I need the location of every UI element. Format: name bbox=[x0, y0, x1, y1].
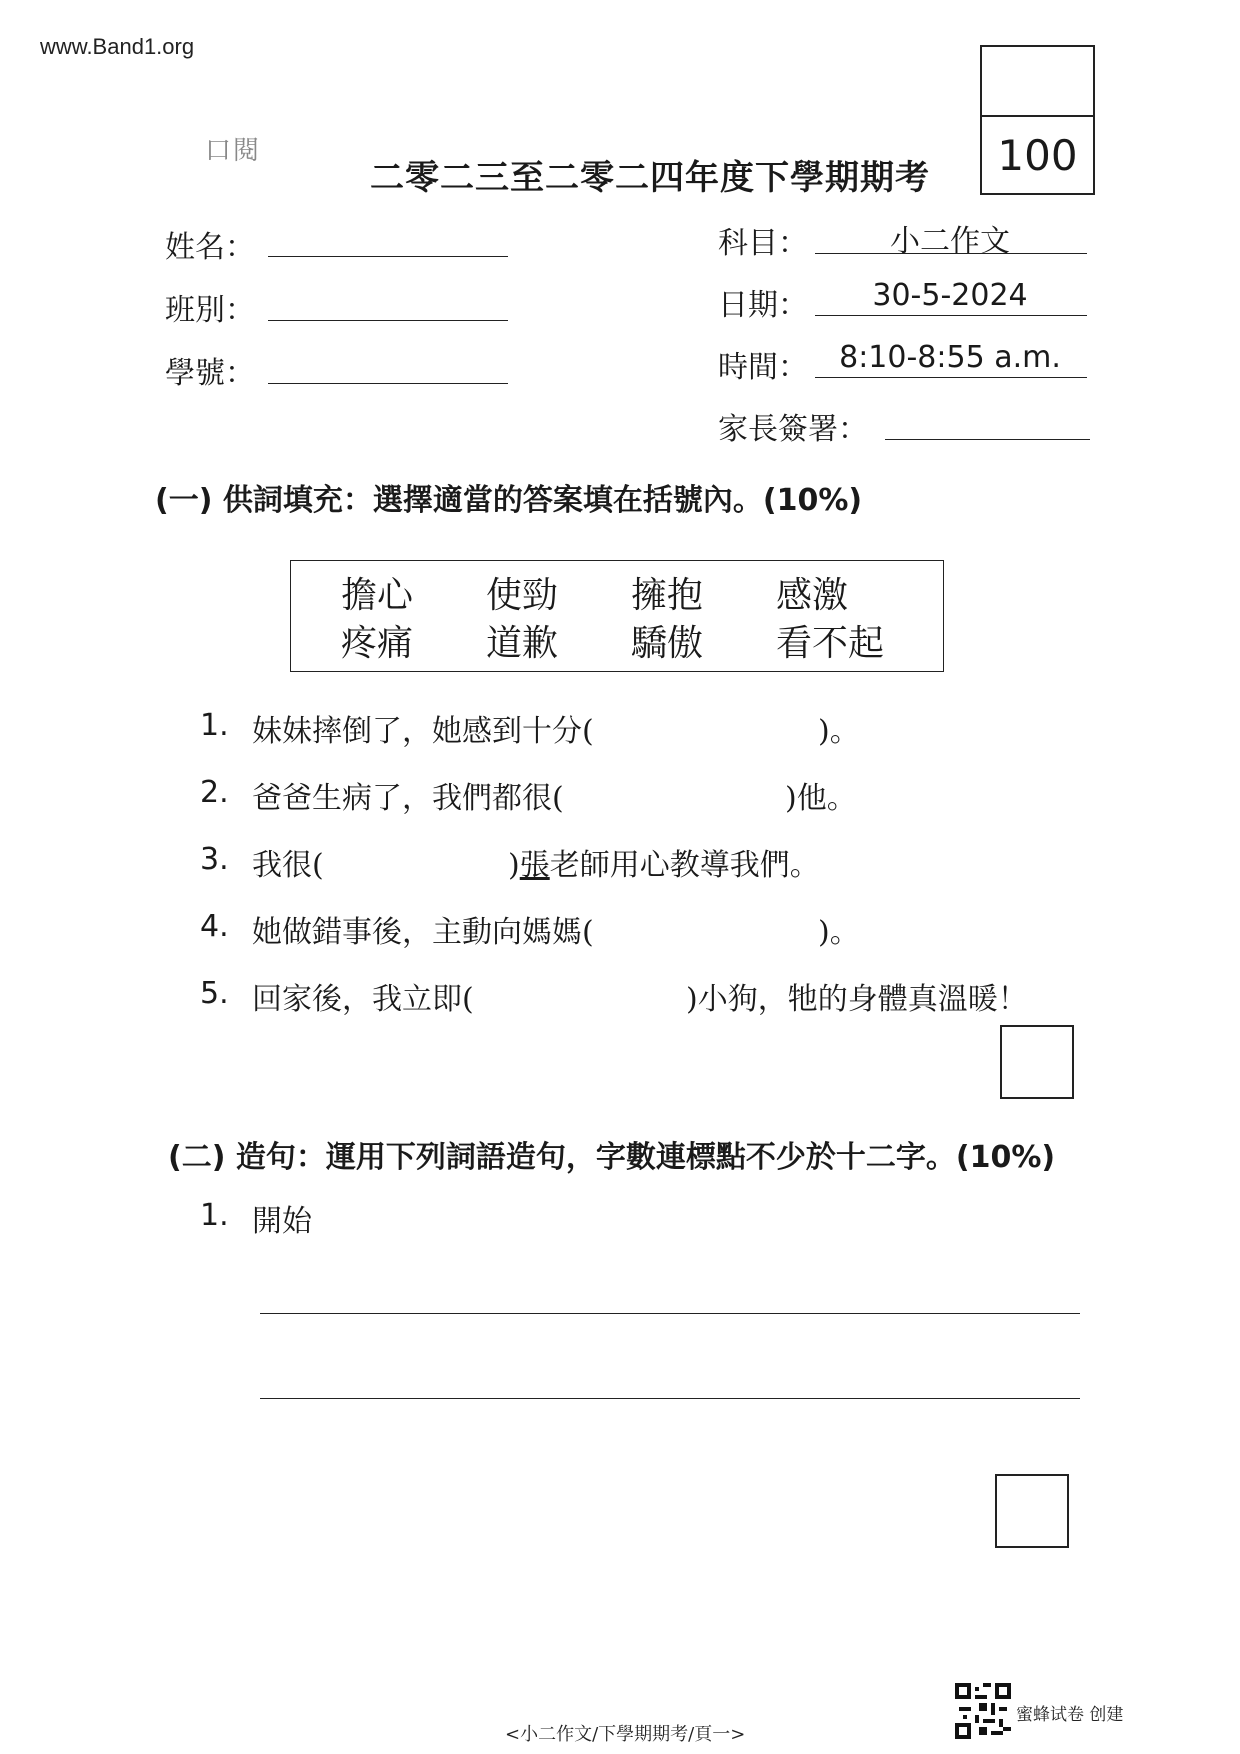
qr-code-icon bbox=[955, 1683, 1011, 1739]
sentence-word: 開始 bbox=[252, 1204, 312, 1239]
section1-heading: (一) 供詞填充：選擇適當的答案填在括號內。(10%) bbox=[155, 483, 863, 518]
section1-mark-box bbox=[1000, 1025, 1074, 1099]
question-number: 1. bbox=[200, 1198, 229, 1233]
question-number: 5. bbox=[200, 976, 229, 1011]
qr-caption: 蜜蜂试卷 创建 bbox=[1016, 1705, 1124, 1725]
question-text: 回家後，我立即( bbox=[252, 982, 474, 1017]
date-value: 30-5-2024 bbox=[872, 278, 1028, 313]
question-text-end: )小狗，牠的身體真溫暖！ bbox=[686, 982, 1028, 1017]
word-bank-item: 使勁 bbox=[486, 575, 559, 616]
word-bank-item: 看不起 bbox=[776, 623, 885, 664]
question-text: 爸爸生病了，我們都很( bbox=[252, 781, 564, 816]
word-bank-item: 擁抱 bbox=[631, 575, 704, 616]
question-number: 2. bbox=[200, 775, 229, 810]
question-number: 3. bbox=[200, 842, 229, 877]
section2-mark-box bbox=[995, 1474, 1069, 1548]
class-line[interactable] bbox=[268, 320, 508, 321]
time-line bbox=[815, 377, 1087, 378]
parent-signature-line[interactable] bbox=[885, 439, 1090, 440]
exam-title: 二零二三至二零二四年度下學期期考 bbox=[370, 158, 930, 198]
word-bank-item: 驕傲 bbox=[631, 623, 704, 664]
score-value: 100 bbox=[997, 131, 1078, 180]
subject-line bbox=[815, 253, 1087, 254]
name-line[interactable] bbox=[268, 256, 508, 257]
parent-signature-label: 家長簽署： bbox=[718, 412, 868, 447]
subject-label: 科目： bbox=[718, 226, 808, 261]
question-text-end: )他。 bbox=[785, 781, 857, 816]
question-text: 她做錯事後，主動向媽媽( bbox=[252, 915, 594, 950]
answer-line-1[interactable] bbox=[260, 1313, 1080, 1314]
word-bank-item: 擔心 bbox=[341, 575, 414, 616]
student-number-label: 學號： bbox=[165, 356, 255, 391]
question-text-end: )。 bbox=[818, 714, 860, 749]
name-label: 姓名： bbox=[165, 230, 255, 265]
score-box bbox=[980, 45, 1095, 195]
section2-heading: (二) 造句：運用下列詞語造句，字數連標點不少於十二字。(10%) bbox=[168, 1140, 1056, 1175]
question-text-end: )。 bbox=[818, 915, 860, 950]
read-stamp: 口閱 bbox=[205, 136, 262, 166]
class-label: 班別： bbox=[165, 293, 255, 328]
word-bank-box bbox=[290, 560, 944, 672]
score-box-divider bbox=[982, 115, 1093, 117]
question-text-tail: 老師用心教導我們。 bbox=[549, 848, 820, 883]
word-bank-item: 感激 bbox=[776, 575, 849, 616]
student-number-line[interactable] bbox=[268, 383, 508, 384]
question-text-end: )張老師用心教導我們。 bbox=[508, 848, 820, 883]
word-bank-item: 道歉 bbox=[486, 623, 559, 664]
question-text: 妹妹摔倒了，她感到十分( bbox=[252, 714, 594, 749]
word-bank-item: 疼痛 bbox=[341, 623, 414, 664]
time-label: 時間： bbox=[718, 350, 808, 385]
question-number: 1. bbox=[200, 708, 229, 743]
date-line bbox=[815, 315, 1087, 316]
question-number: 4. bbox=[200, 909, 229, 944]
date-label: 日期： bbox=[718, 288, 808, 323]
proper-name-underlined: 張 bbox=[519, 848, 550, 883]
time-value: 8:10-8:55 a.m. bbox=[839, 340, 1061, 375]
subject-value: 小二作文 bbox=[890, 224, 1010, 259]
question-text: 我很( bbox=[252, 848, 324, 883]
page-footer: <小二作文/下學期期考/頁一> bbox=[505, 1724, 746, 1745]
answer-line-2[interactable] bbox=[260, 1398, 1080, 1399]
website-label: www.Band1.org bbox=[40, 34, 195, 59]
